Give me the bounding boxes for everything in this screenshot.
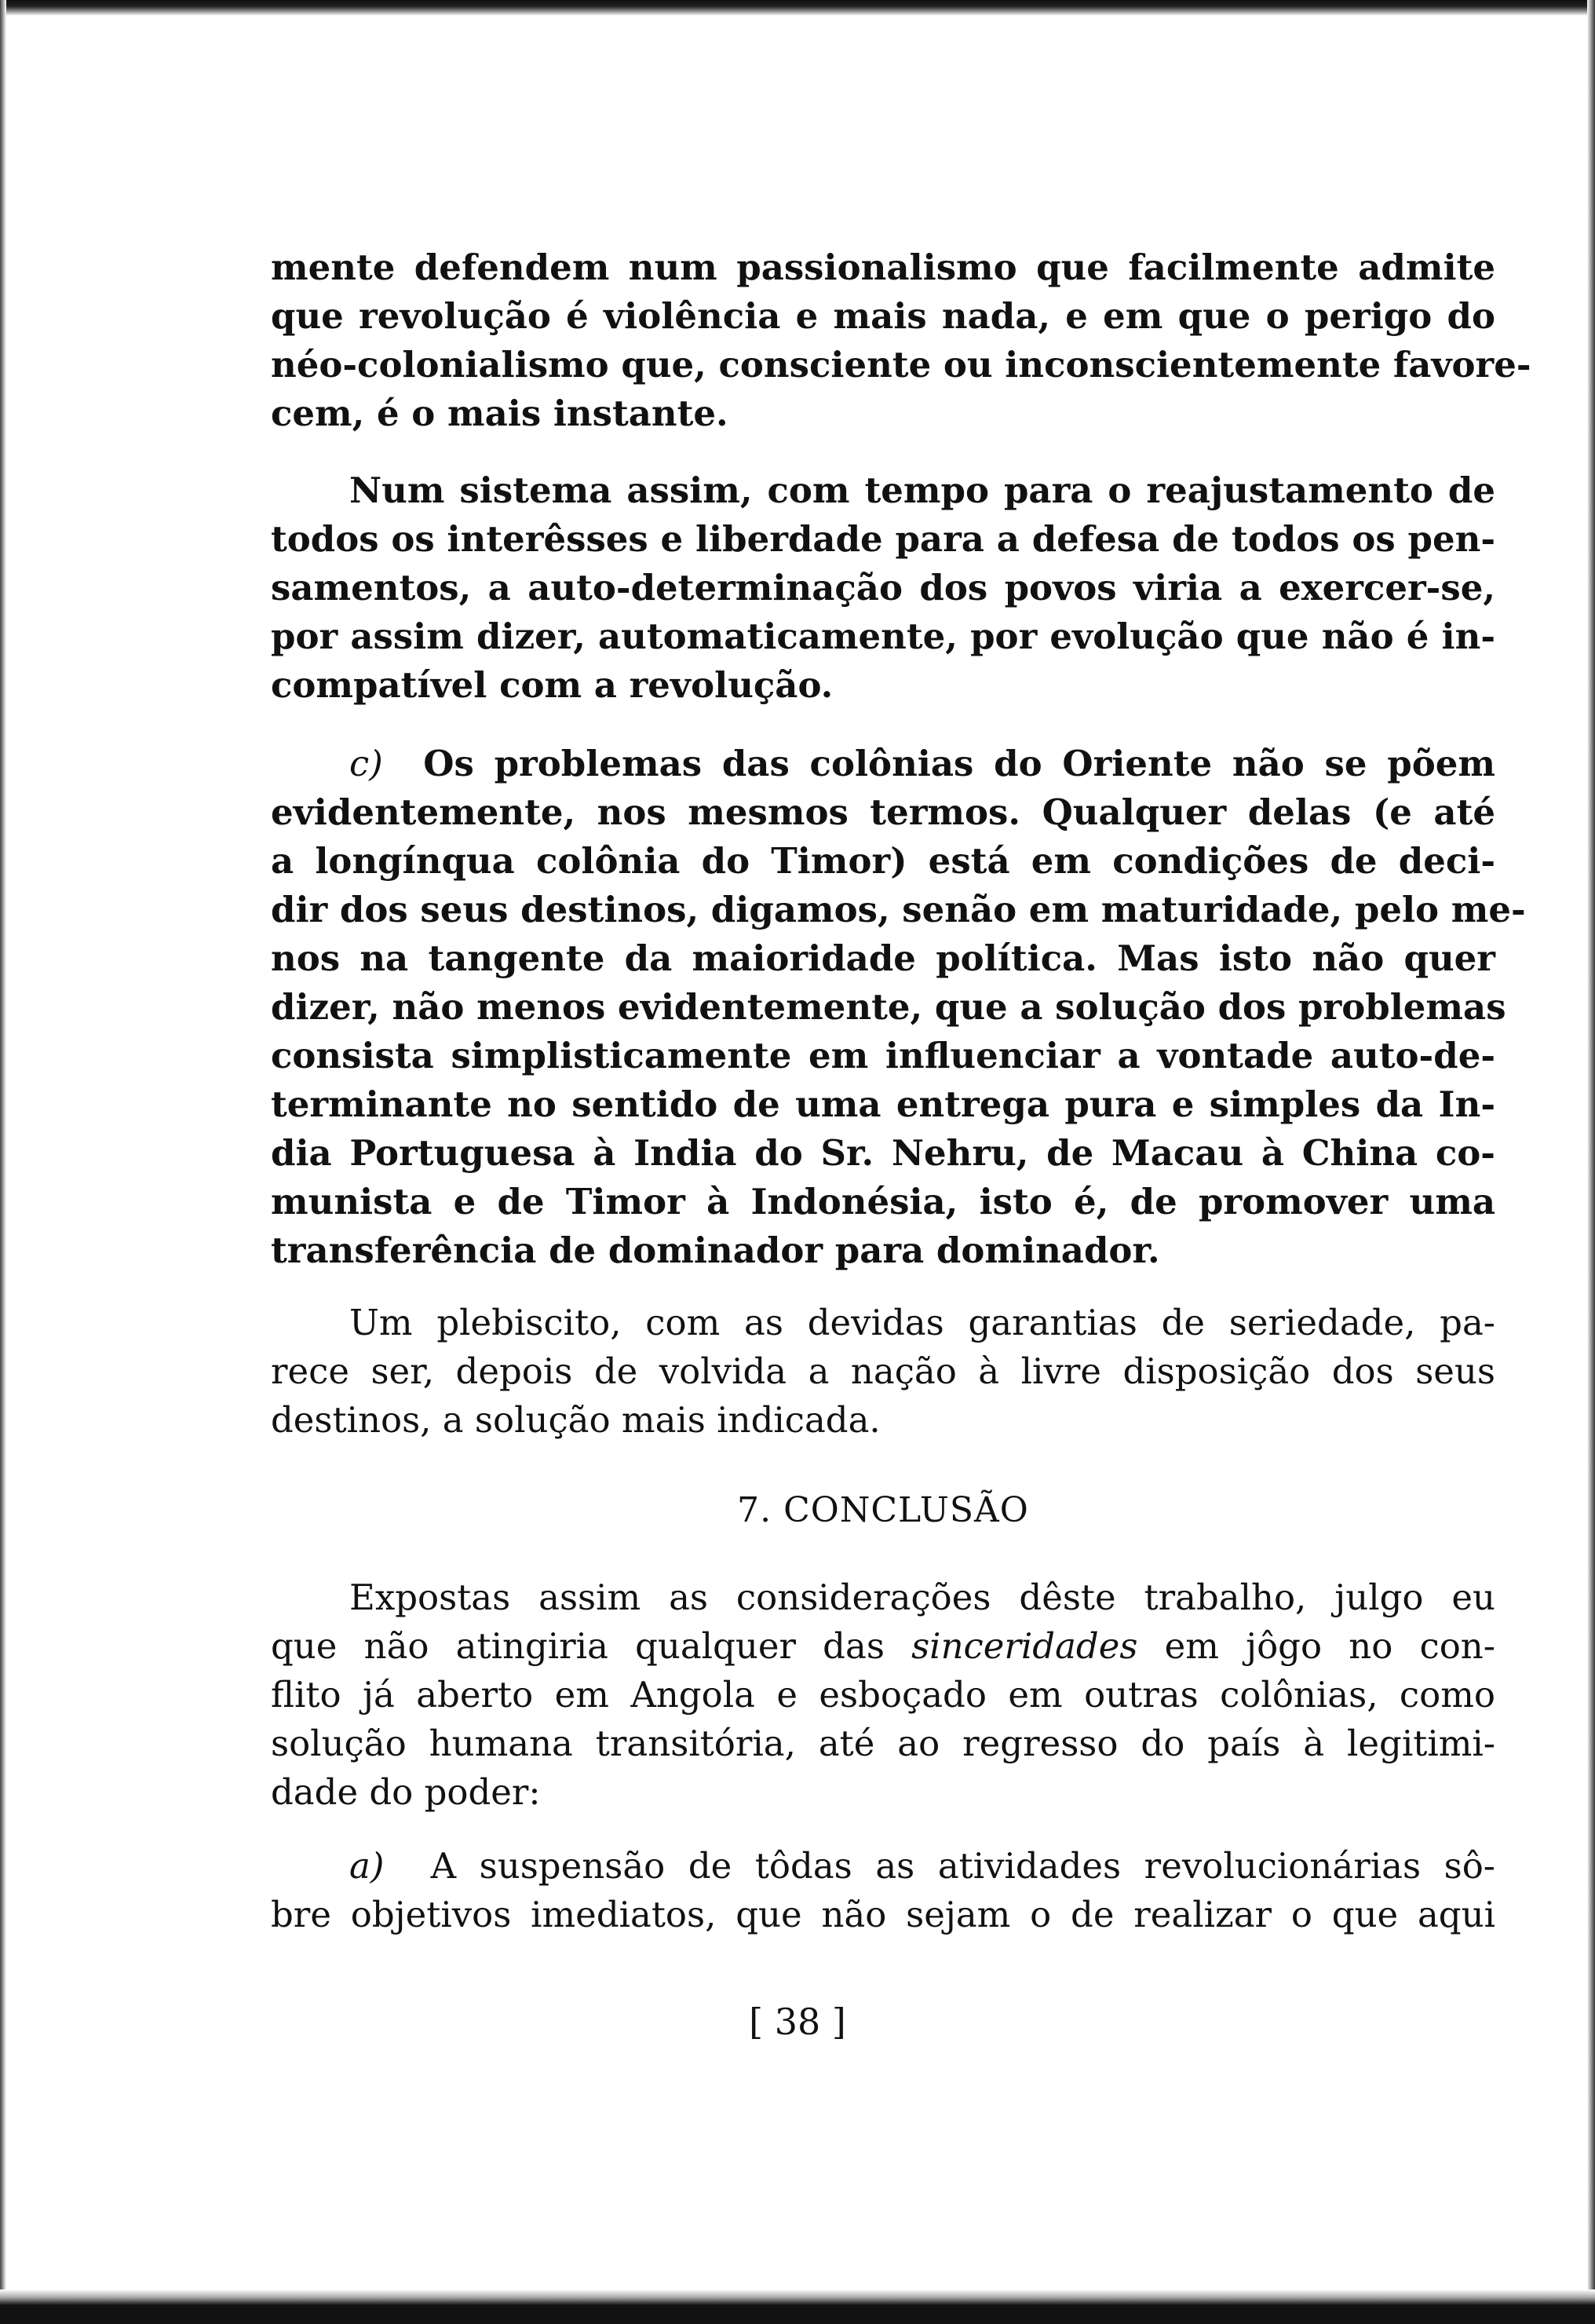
text-line: munista e de Timor à Indonésia, isto é, de promover uma (271, 1181, 1495, 1222)
text-line: solução humana transitória, até ao regresso do país à legitimi- (271, 1723, 1495, 1764)
text-line: dir dos seus destinos, digamos, senão em maturidade, pelo me- (271, 889, 1526, 930)
text-line: que revolução é violência e mais nada, e em que o perigo do (271, 295, 1495, 337)
text-span: Os problemas das colônias do Oriente não se põem (423, 743, 1495, 784)
paragraph-4 (271, 1299, 1495, 1445)
item-label-c: c) (349, 743, 383, 784)
text-line (271, 740, 1495, 788)
text-line (271, 1622, 1495, 1671)
section-heading: 7. CONCLUSÃO (737, 1490, 1029, 1530)
text-line: samentos, a auto-determinação dos povos viria a exercer-se, (271, 567, 1495, 608)
text-line: dade do poder: (271, 1771, 541, 1813)
text-line: Expostas assim as considerações dêste trabalho, julgo eu (349, 1577, 1495, 1618)
page-number: [ 38 ] (749, 2001, 846, 2043)
scan-edge-bottom (0, 2289, 1595, 2324)
scan-edge-left (0, 0, 6, 2324)
text-line: consista simplisticamente em influenciar a vontade auto-de- (271, 1035, 1495, 1076)
text-line: por assim dizer, automaticamente, por evolução que não é in- (271, 616, 1495, 657)
text-line: destinos, a solução mais indicada. (271, 1399, 881, 1441)
text-line: evidentemente, nos mesmos termos. Qualquer delas (e até (271, 791, 1495, 833)
text-line: rece ser, depois de volvida a nação à livre disposição dos seus (271, 1350, 1495, 1392)
paragraph-3 (271, 740, 1526, 1275)
text-line: a longínqua colônia do Timor) está em condições de deci- (271, 840, 1495, 882)
text-line (271, 1842, 1495, 1891)
text-line: terminante no sentido de uma entrega pura e simples da In- (271, 1083, 1495, 1125)
text-span: A suspensão de tôdas as atividades revolucionárias sô- (430, 1845, 1496, 1887)
italic-word: sinceridades (911, 1625, 1138, 1667)
paragraph-5 (271, 1573, 1495, 1817)
text-line: compatível com a revolução. (271, 664, 834, 706)
text-line: transferência de dominador para dominador. (271, 1230, 1160, 1271)
text-line: flito já aberto em Angola e esboçado em outras colônias, como (271, 1674, 1495, 1716)
text-line: nos na tangente da maioridade política. Mas isto não quer (271, 937, 1495, 979)
text-line: todos os interêsses e liberdade para a defesa de todos os pen- (271, 518, 1495, 560)
text-span: em jôgo no con- (1137, 1625, 1495, 1667)
text-line: bre objetivos imediatos, que não sejam o de realizar o que aqui (271, 1894, 1495, 1935)
text-line: Num sistema assim, com tempo para o reajustamento de (349, 470, 1495, 511)
paragraph-2 (271, 466, 1495, 710)
scan-edge-top (0, 0, 1595, 16)
text-line: dia Portuguesa à India do Sr. Nehru, de Macau à China co- (271, 1132, 1495, 1174)
scan-edge-right (1587, 0, 1595, 2324)
item-label-a: a) (349, 1845, 385, 1887)
paragraph-1 (271, 243, 1531, 438)
text-line: Um plebiscito, com as devidas garantias de seriedade, pa- (349, 1302, 1495, 1343)
text-line: mente defendem num passionalismo que facilmente admite (271, 247, 1495, 288)
paragraph-6 (271, 1842, 1495, 1939)
text-line: cem, é o mais instante. (271, 393, 728, 434)
text-line: dizer, não menos evidentemente, que a solução dos problemas (271, 986, 1506, 1028)
text-line: néo-colonialismo que, consciente ou inconscientemente favore- (271, 344, 1531, 386)
text-span: que não atingiria qualquer das (271, 1625, 912, 1667)
